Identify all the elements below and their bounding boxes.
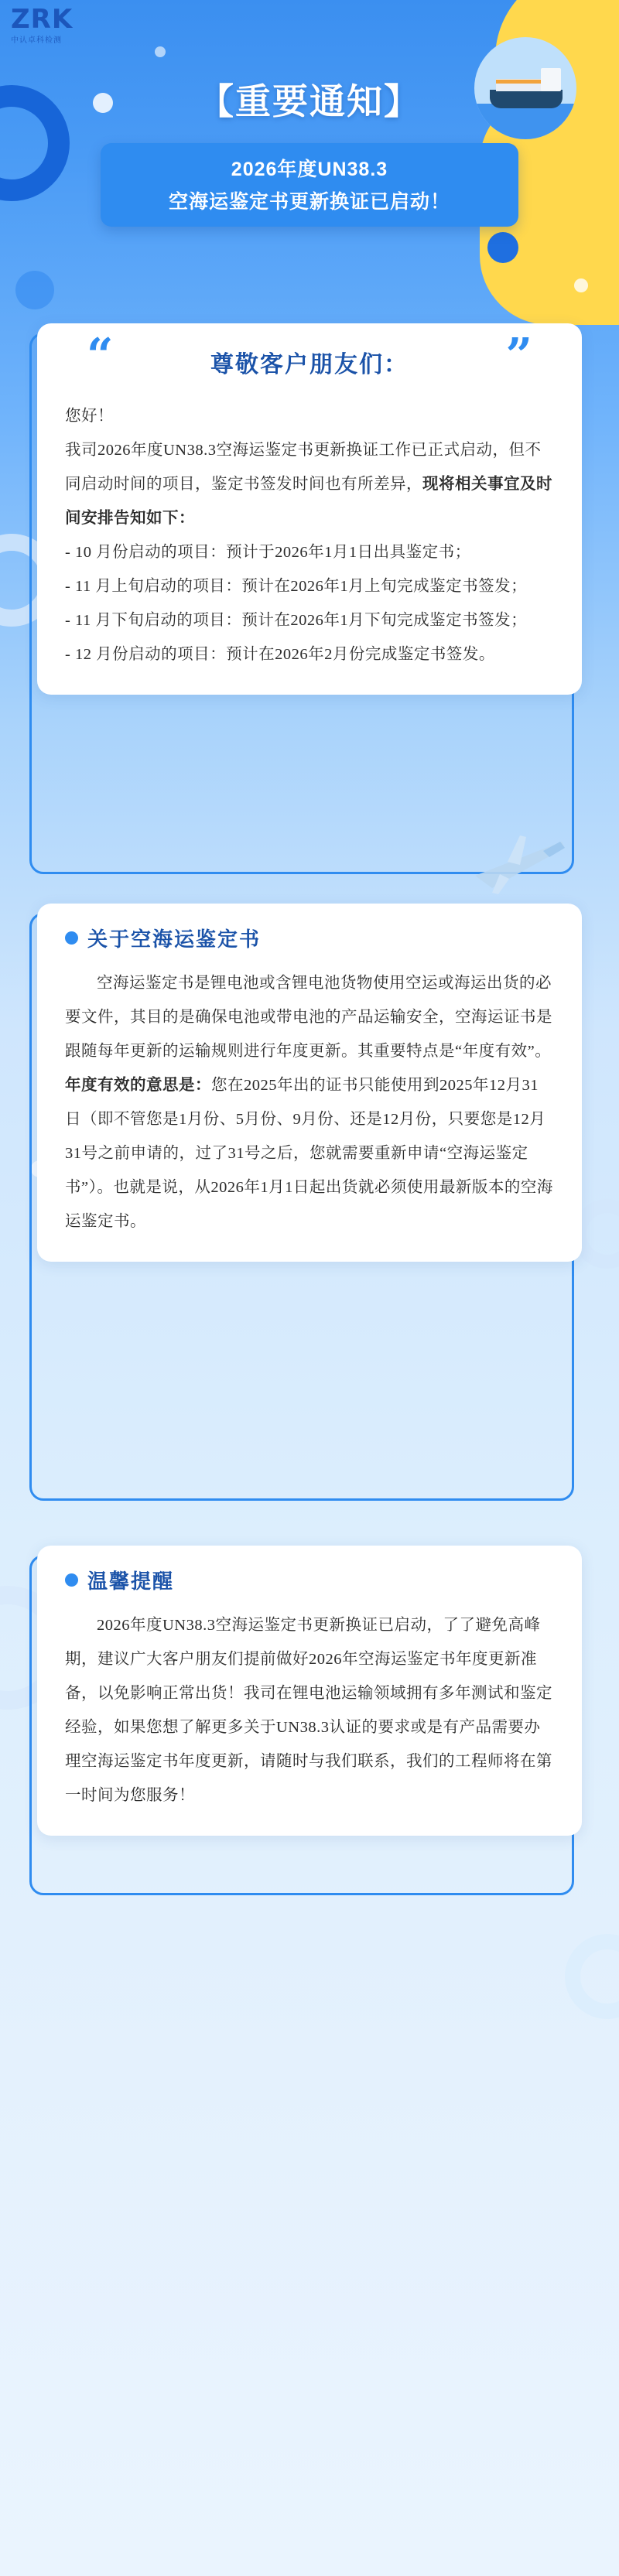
paragraph-announcement bbox=[65, 433, 554, 535]
airplane-icon bbox=[469, 828, 569, 897]
card-1-header bbox=[65, 329, 554, 383]
subtitle-banner bbox=[101, 143, 518, 227]
subtitle-line-2: 空海运鉴定书更新换证已启动！ bbox=[168, 191, 450, 213]
about-certificate-card bbox=[37, 904, 582, 1262]
card-3-body bbox=[65, 1608, 554, 1812]
dot-decoration bbox=[487, 232, 518, 263]
card-2-body bbox=[65, 966, 554, 1238]
section-title-about: 关于空海运鉴定书 bbox=[87, 928, 262, 951]
bullet-dot-icon bbox=[65, 931, 78, 945]
paragraph-greeting: 您好！ bbox=[65, 408, 114, 425]
dot-decoration bbox=[574, 278, 588, 292]
dot-decoration bbox=[15, 271, 54, 309]
company-logo bbox=[11, 6, 104, 45]
page-title: 【重要通知】 bbox=[198, 82, 421, 121]
greeting-title: 尊敬客户朋友们： bbox=[210, 352, 409, 378]
bullet-dot-icon bbox=[65, 1573, 78, 1587]
logo-mark: ZRK bbox=[11, 4, 74, 35]
schedule-item: ‐ 11 月上旬启动的项目：预计在2026年1月上旬完成鉴定书签发； bbox=[65, 578, 528, 595]
about-2-normal: 您在2025年出的证书只能使用到2025年12月31日（即不管您是1月份、5月份、9月份、还是12月份，只要您是12月31号之前申请的，过了31号之后，您就需要重新申请“空海运鉴定书”）。也就是说，从2026年1月1日起出货就必须使用最新版本的空海运鉴定书。 bbox=[65, 1077, 553, 1230]
announcement-bold: 现将相关事宜及时间安排告知如下： bbox=[65, 476, 552, 527]
dot-decoration bbox=[155, 46, 166, 57]
logo-company-name: 中认卓科检测 bbox=[11, 36, 62, 45]
quote-open-icon: “ bbox=[87, 329, 114, 383]
card-1-body bbox=[65, 399, 554, 671]
quote-close-icon: ” bbox=[505, 329, 532, 383]
card-2-header bbox=[65, 924, 554, 952]
paragraph-about-2 bbox=[65, 1068, 554, 1238]
about-2-bold: 年度有效的意思是： bbox=[65, 1077, 211, 1094]
subtitle-line-1: 2026年度UN38.3 bbox=[231, 159, 388, 180]
announcement-normal: 我司2026年度UN38.3空海运鉴定书更新换证工作已正式启动，但不同启动时间的项目，鉴定书签发时间也有所差异， bbox=[65, 442, 542, 493]
schedule-item: ‐ 11 月下旬启动的项目：预计在2026年1月下旬完成鉴定书签发； bbox=[65, 612, 528, 629]
notice-card bbox=[37, 323, 582, 695]
poster-header bbox=[0, 73, 619, 227]
paragraph-reminder: 2026年度UN38.3空海运鉴定书更新换证已启动，了了避免高峰期，建议广大客户朋友们提前做好2026年空海运鉴定书年度更新准备，以免影响正常出货！我司在锂电池运输领域拥有多年测试和鉴定经验，如果您想了解更多关于UN38.3认证的要求或是有产品需要办理空海运鉴定书年度更新，请随时与我们联系，我们的工程师将在第一时间为您服务！ bbox=[65, 1617, 552, 1804]
schedule-item: ‐ 10 月份启动的项目：预计于2026年1月1日出具鉴定书； bbox=[65, 544, 471, 561]
reminder-card bbox=[37, 1546, 582, 1836]
schedule-item: ‐ 12 月份启动的项目：预计在2026年2月份完成鉴定书签发。 bbox=[65, 646, 495, 663]
card-3-header bbox=[65, 1566, 554, 1594]
section-title-reminder: 温馨提醒 bbox=[87, 1570, 175, 1593]
paragraph-about-1: 空海运鉴定书是锂电池或含锂电池货物使用空运或海运出货的必要文件，其目的是确保电池或带电池的产品运输安全，空海运证书是跟随每年更新的运输规则进行年度更新。其重要特点是“年度有效”。 bbox=[65, 975, 552, 1060]
ring-decoration bbox=[565, 1934, 619, 2019]
